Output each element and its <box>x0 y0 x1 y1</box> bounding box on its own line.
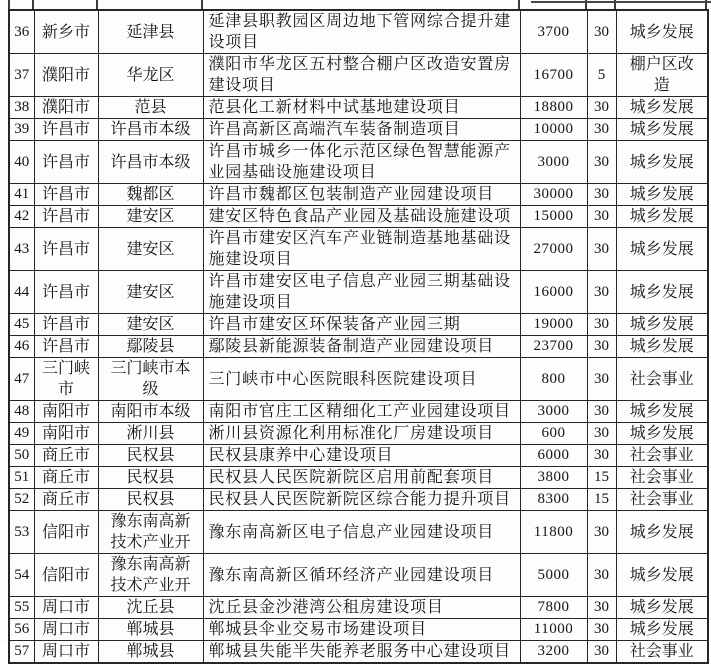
cell-county: 豫东南高新技术产业开 <box>98 554 203 597</box>
cell-city: 信阳市 <box>34 511 98 554</box>
cell-index: 44 <box>9 271 34 314</box>
cell-city: 南阳市 <box>34 423 98 445</box>
table-row <box>9 336 708 358</box>
cell-city: 许昌市 <box>34 336 98 358</box>
table-row <box>9 401 708 423</box>
cell-city: 信阳市 <box>34 554 98 597</box>
table-row <box>9 467 708 489</box>
cell-county: 郸城县 <box>98 619 203 641</box>
cell-amount: 8300 <box>520 489 587 511</box>
cell-term: 30 <box>587 358 616 401</box>
cell-index: 38 <box>9 97 34 119</box>
cell-project: 郸城县伞业交易市场建设项目 <box>203 619 520 641</box>
table-row <box>9 97 708 119</box>
cell-category: 城乡发展 <box>616 271 708 314</box>
cell-project: 豫东南高新区电子信息产业园建设项目 <box>203 511 520 554</box>
cell-amount: 5000 <box>520 554 587 597</box>
cell-term: 30 <box>587 271 616 314</box>
cell-amount: 15000 <box>520 206 587 228</box>
table-row <box>9 445 708 467</box>
cell-county: 许昌市本级 <box>98 141 203 184</box>
cell-term: 30 <box>587 554 616 597</box>
cell-project: 建安区特色食品产业园及基础设施建设项 <box>203 206 520 228</box>
cell-amount: 16000 <box>520 271 587 314</box>
scan-artifact-line <box>201 0 203 9</box>
cell-amount: 23700 <box>520 336 587 358</box>
cell-term: 30 <box>587 597 616 619</box>
cell-term: 30 <box>587 206 616 228</box>
cell-category: 城乡发展 <box>616 423 708 445</box>
cell-index: 45 <box>9 314 34 336</box>
cell-project: 民权县康养中心建设项目 <box>203 445 520 467</box>
cell-city: 周口市 <box>34 641 98 664</box>
cell-amount: 3700 <box>520 10 587 54</box>
scan-artifact-line <box>8 0 10 9</box>
cell-city: 濮阳市 <box>34 54 98 97</box>
cell-amount: 6000 <box>520 445 587 467</box>
cell-category: 社会事业 <box>616 489 708 511</box>
cell-project: 鄢陵县新能源装备制造产业园建设项目 <box>203 336 520 358</box>
project-table <box>8 9 709 664</box>
cell-category: 城乡发展 <box>616 141 708 184</box>
cell-project: 郸城县失能半失能养老服务中心建设项目 <box>203 641 520 664</box>
cell-city: 三门峡市 <box>34 358 98 401</box>
cell-category: 城乡发展 <box>616 97 708 119</box>
cell-term: 30 <box>587 641 616 664</box>
table-row <box>9 641 708 664</box>
table-row <box>9 184 708 206</box>
cell-project: 豫东南高新区循环经济产业园建设项目 <box>203 554 520 597</box>
cell-amount: 800 <box>520 358 587 401</box>
cell-project: 民权县人民医院新院区启用前配套项目 <box>203 467 520 489</box>
cell-category: 城乡发展 <box>616 119 708 141</box>
cell-index: 53 <box>9 511 34 554</box>
cell-term: 30 <box>587 228 616 271</box>
table-row <box>9 597 708 619</box>
cell-county: 建安区 <box>98 228 203 271</box>
cell-county: 建安区 <box>98 206 203 228</box>
cell-amount: 11800 <box>520 511 587 554</box>
cell-index: 41 <box>9 184 34 206</box>
table-body <box>9 10 708 663</box>
cell-city: 商丘市 <box>34 445 98 467</box>
scan-artifact-line <box>518 0 520 9</box>
table-row <box>9 10 708 54</box>
cell-index: 49 <box>9 423 34 445</box>
cell-city: 许昌市 <box>34 206 98 228</box>
cell-city: 商丘市 <box>34 467 98 489</box>
cell-amount: 30000 <box>520 184 587 206</box>
cell-city: 许昌市 <box>34 314 98 336</box>
cell-term: 15 <box>587 489 616 511</box>
cell-city: 周口市 <box>34 619 98 641</box>
cell-city: 许昌市 <box>34 271 98 314</box>
table-row <box>9 619 708 641</box>
table-row <box>9 358 708 401</box>
cell-term: 30 <box>587 336 616 358</box>
cell-index: 48 <box>9 401 34 423</box>
cell-term: 30 <box>587 619 616 641</box>
cell-term: 30 <box>587 141 616 184</box>
cell-project: 范县化工新材料中试基地建设项目 <box>203 97 520 119</box>
cell-amount: 3800 <box>520 467 587 489</box>
cell-amount: 600 <box>520 423 587 445</box>
cell-county: 延津县 <box>98 10 203 54</box>
cell-project: 三门峡市中心医院眼科医院建设项目 <box>203 358 520 401</box>
table-row <box>9 489 708 511</box>
cell-term: 30 <box>587 445 616 467</box>
cell-project: 许昌市建安区汽车产业链制造基地基础设施建设项目 <box>203 228 520 271</box>
cell-amount: 19000 <box>520 314 587 336</box>
cell-index: 55 <box>9 597 34 619</box>
cell-index: 36 <box>9 10 34 54</box>
table-row <box>9 119 708 141</box>
cell-category: 城乡发展 <box>616 228 708 271</box>
cell-city: 商丘市 <box>34 489 98 511</box>
cell-county: 南阳市本级 <box>98 401 203 423</box>
cell-category: 社会事业 <box>616 467 708 489</box>
cell-county: 郸城县 <box>98 641 203 664</box>
cell-category: 城乡发展 <box>616 314 708 336</box>
cell-term: 30 <box>587 97 616 119</box>
cell-city: 许昌市 <box>34 141 98 184</box>
cell-city: 许昌市 <box>34 228 98 271</box>
cell-amount: 18800 <box>520 97 587 119</box>
cell-project: 许昌市城乡一体化示范区绿色智慧能源产业园基础设施建设项目 <box>203 141 520 184</box>
cell-category: 城乡发展 <box>616 184 708 206</box>
cell-category: 城乡发展 <box>616 206 708 228</box>
cell-county: 建安区 <box>98 271 203 314</box>
cell-index: 43 <box>9 228 34 271</box>
scan-artifact-line <box>96 0 98 9</box>
cell-index: 56 <box>9 619 34 641</box>
cell-city: 新乡市 <box>34 10 98 54</box>
cell-category: 社会事业 <box>616 358 708 401</box>
cell-project: 沈丘县金沙港湾公租房建设项目 <box>203 597 520 619</box>
cell-category: 城乡发展 <box>616 401 708 423</box>
table-row <box>9 206 708 228</box>
cell-amount: 7800 <box>520 597 587 619</box>
table-row <box>9 141 708 184</box>
cell-project: 延津县职教园区周边地下管网综合提升建设项目 <box>203 10 520 54</box>
cell-county: 范县 <box>98 97 203 119</box>
cell-category: 城乡发展 <box>616 336 708 358</box>
cell-term: 30 <box>587 184 616 206</box>
cell-city: 周口市 <box>34 597 98 619</box>
cell-index: 47 <box>9 358 34 401</box>
cell-index: 52 <box>9 489 34 511</box>
cell-county: 华龙区 <box>98 54 203 97</box>
cell-amount: 27000 <box>520 228 587 271</box>
cell-category: 城乡发展 <box>616 597 708 619</box>
cell-index: 42 <box>9 206 34 228</box>
cell-index: 51 <box>9 467 34 489</box>
cell-project: 许昌高新区高端汽车装备制造项目 <box>203 119 520 141</box>
cell-index: 57 <box>9 641 34 664</box>
table-row <box>9 271 708 314</box>
scan-artifact-line <box>531 1 711 3</box>
cell-category: 社会事业 <box>616 641 708 664</box>
table-row <box>9 423 708 445</box>
cell-index: 54 <box>9 554 34 597</box>
cell-project: 许昌市魏都区包装制造产业园建设项目 <box>203 184 520 206</box>
cell-category: 棚户区改造 <box>616 54 708 97</box>
cell-category: 社会事业 <box>616 445 708 467</box>
cell-amount: 3200 <box>520 641 587 664</box>
cell-county: 三门峡市本级 <box>98 358 203 401</box>
cell-county: 民权县 <box>98 467 203 489</box>
cell-county: 豫东南高新技术产业开 <box>98 511 203 554</box>
table-row <box>9 511 708 554</box>
cell-county: 淅川县 <box>98 423 203 445</box>
cell-city: 濮阳市 <box>34 97 98 119</box>
cell-amount: 10000 <box>520 119 587 141</box>
cell-term: 30 <box>587 314 616 336</box>
cell-index: 37 <box>9 54 34 97</box>
cell-index: 46 <box>9 336 34 358</box>
cell-amount: 11000 <box>520 619 587 641</box>
cell-category: 城乡发展 <box>616 10 708 54</box>
cell-project: 许昌市建安区环保装备产业园三期 <box>203 314 520 336</box>
cell-term: 30 <box>587 401 616 423</box>
cell-county: 鄢陵县 <box>98 336 203 358</box>
cell-county: 民权县 <box>98 489 203 511</box>
cell-city: 南阳市 <box>34 401 98 423</box>
scan-artifact-line <box>32 0 34 9</box>
cell-county: 民权县 <box>98 445 203 467</box>
cell-city: 许昌市 <box>34 119 98 141</box>
cell-term: 30 <box>587 10 616 54</box>
cell-term: 15 <box>587 467 616 489</box>
cell-project: 淅川县资源化利用标准化厂房建设项目 <box>203 423 520 445</box>
cell-category: 城乡发展 <box>616 554 708 597</box>
cell-term: 30 <box>587 511 616 554</box>
table-row <box>9 554 708 597</box>
cell-index: 40 <box>9 141 34 184</box>
cell-term: 5 <box>587 54 616 97</box>
cell-index: 39 <box>9 119 34 141</box>
cell-county: 建安区 <box>98 314 203 336</box>
cell-index: 50 <box>9 445 34 467</box>
cell-amount: 16700 <box>520 54 587 97</box>
cell-city: 许昌市 <box>34 184 98 206</box>
cell-county: 魏都区 <box>98 184 203 206</box>
cell-county: 许昌市本级 <box>98 119 203 141</box>
table-row <box>9 54 708 97</box>
cell-term: 30 <box>587 423 616 445</box>
cell-category: 城乡发展 <box>616 511 708 554</box>
cell-county: 沈丘县 <box>98 597 203 619</box>
table-row <box>9 228 708 271</box>
cell-category: 城乡发展 <box>616 619 708 641</box>
cell-amount: 3000 <box>520 401 587 423</box>
cell-amount: 3000 <box>520 141 587 184</box>
table-row <box>9 314 708 336</box>
cell-project: 许昌市建安区电子信息产业园三期基础设施建设项目 <box>203 271 520 314</box>
cell-project: 濮阳市华龙区五村整合棚户区改造安置房建设项目 <box>203 54 520 97</box>
cell-project: 南阳市官庄工区精细化工产业园建设项目 <box>203 401 520 423</box>
cell-term: 30 <box>587 119 616 141</box>
cell-project: 民权县人民医院新院区综合能力提升项目 <box>203 489 520 511</box>
